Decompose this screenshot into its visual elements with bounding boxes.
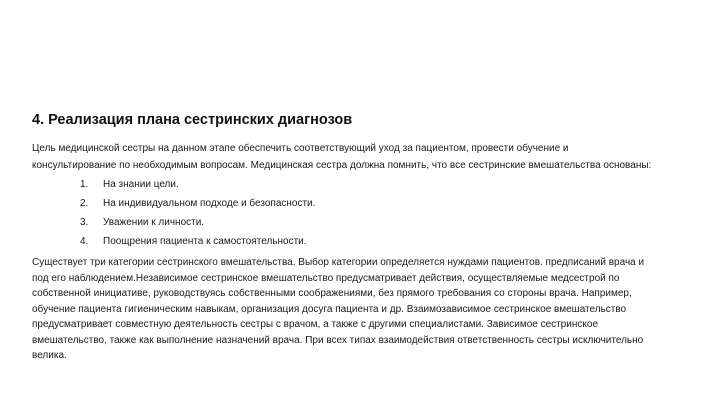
body-paragraph — [32, 255, 702, 364]
list-item-number: 2. — [80, 198, 89, 209]
list-item-text: На знании цели. — [103, 179, 179, 190]
intro-line: Цель медицинской сестры на данном этапе обеспечить соответствующий уход за пациентом, провести обучение и — [32, 143, 569, 154]
intro-line: консультирование по необходимым вопросам. Медицинская сестра должна помнить, что все сестринские вмешательства основаны: — [32, 159, 652, 171]
body-line: Существует три категории сестринского вмешательства. Выбор категории определяется нуждами пациентов. предписаний врача и — [32, 257, 645, 268]
body-line: велика. — [32, 350, 67, 361]
list-item — [0, 196, 720, 215]
intro-paragraph — [32, 141, 702, 174]
list-item-number: 3. — [80, 217, 89, 228]
list-item-text: Поощрения пациента к самостоятельности. — [103, 236, 307, 247]
list-item-number: 4. — [80, 236, 89, 247]
body-line: собственной инициативе, руководствуясь собственными соображениями, без прямого требования со стороны врача. Например, — [32, 288, 632, 299]
body-line: обучение пациента гигиеническим навыкам, организация досуга пациента и др. Взаимозависимое сестринское вмешательство — [32, 303, 627, 315]
body-line: под его наблюдением.Независимое сестринское вмешательство предусматривает действия, осуществляемые медсестрой по — [32, 272, 620, 284]
body-line: вмешательство, также как выполнение назначений врача. При всех типах взаимодействия ответственность сестры исключительно — [32, 334, 644, 346]
list-item — [0, 177, 720, 196]
list-item — [0, 215, 720, 234]
intervention-basis-list — [0, 177, 720, 253]
list-item-text: Уважении к личности. — [103, 217, 205, 228]
list-item-text: На индивидуальном подходе и безопасности. — [103, 198, 316, 209]
list-item — [0, 234, 720, 253]
body-line: предусматривает совместную деятельность сестры с врачом, а также с другими специалистами. Зависимое сестринское — [32, 319, 599, 330]
section-heading: 4. Реализация плана сестринских диагнозов — [32, 112, 353, 128]
list-item-number: 1. — [80, 179, 89, 190]
